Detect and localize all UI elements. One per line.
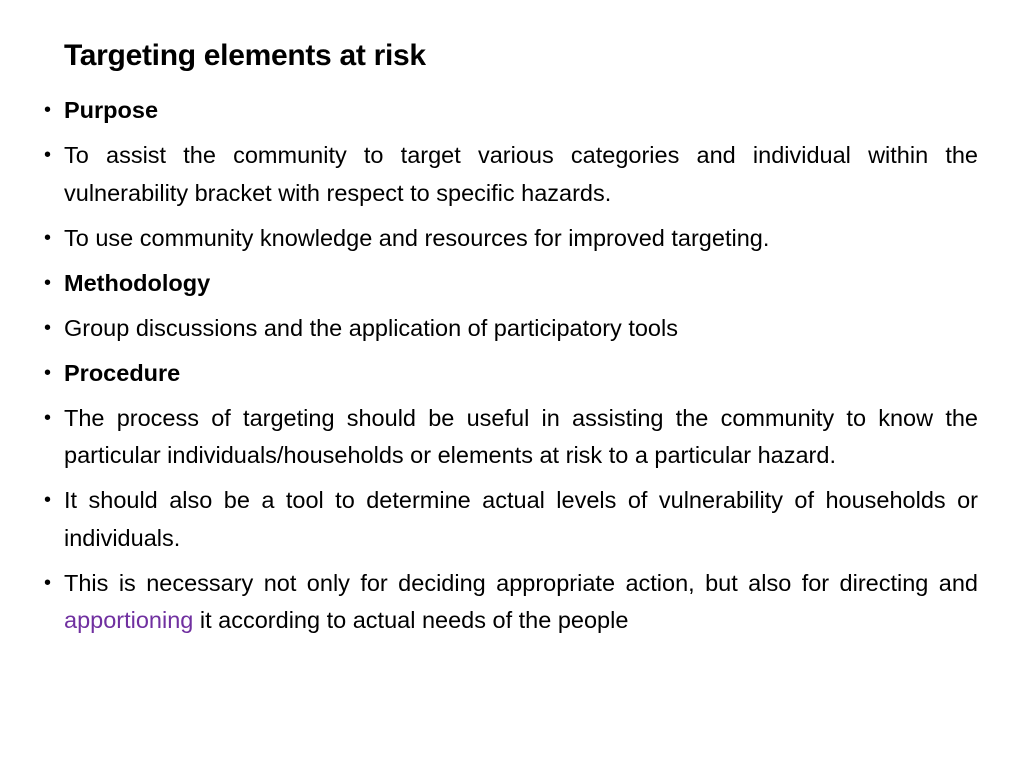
bullet-item <box>44 220 978 258</box>
slide-title: Targeting elements at risk <box>64 39 426 72</box>
bullet-dot-icon: • <box>44 271 52 294</box>
bullet-text-before: This is necessary not only for deciding appropriate action, but also for directing and <box>64 569 978 596</box>
bullet-text: The process of targeting should be useful in assisting the community to know the particular individuals/households or elements at risk to a particular hazard. <box>64 404 978 468</box>
bullet-list <box>44 92 978 647</box>
bullet-text: Purpose <box>64 97 159 123</box>
bullet-text: Group discussions and the application of participatory tools <box>64 314 678 341</box>
bullet-item <box>44 565 978 640</box>
bullet-item <box>44 310 978 348</box>
bullet-text <box>64 570 978 634</box>
bullet-dot-icon: • <box>44 99 52 121</box>
bullet-item <box>44 400 978 475</box>
bullet-dot-icon: • <box>44 316 52 339</box>
bullet-dot-icon: • <box>44 226 52 249</box>
highlighted-word: apportioning <box>64 607 194 633</box>
bullet-item <box>44 137 978 212</box>
bullet-dot-icon: • <box>44 489 52 511</box>
bullet-text: It should also be a tool to determine actual levels of vulnerability of households or individuals. <box>64 487 978 551</box>
bullet-heading-procedure <box>44 355 978 393</box>
bullet-heading-methodology <box>44 265 978 303</box>
bullet-dot-icon: • <box>44 406 52 429</box>
bullet-heading-purpose <box>44 92 978 130</box>
bullet-text: Methodology <box>64 269 211 296</box>
bullet-item <box>44 482 978 557</box>
bullet-text-after: it according to actual needs of the people <box>193 607 629 633</box>
bullet-text: Procedure <box>64 359 181 386</box>
bullet-dot-icon: • <box>44 571 52 594</box>
bullet-dot-icon: • <box>44 361 52 384</box>
bullet-text: To use community knowledge and resources for improved targeting. <box>64 224 770 251</box>
bullet-text: To assist the community to target various categories and individual within the vulnerability bracket with respect to specific hazards. <box>64 142 978 206</box>
bullet-dot-icon: • <box>44 144 52 166</box>
